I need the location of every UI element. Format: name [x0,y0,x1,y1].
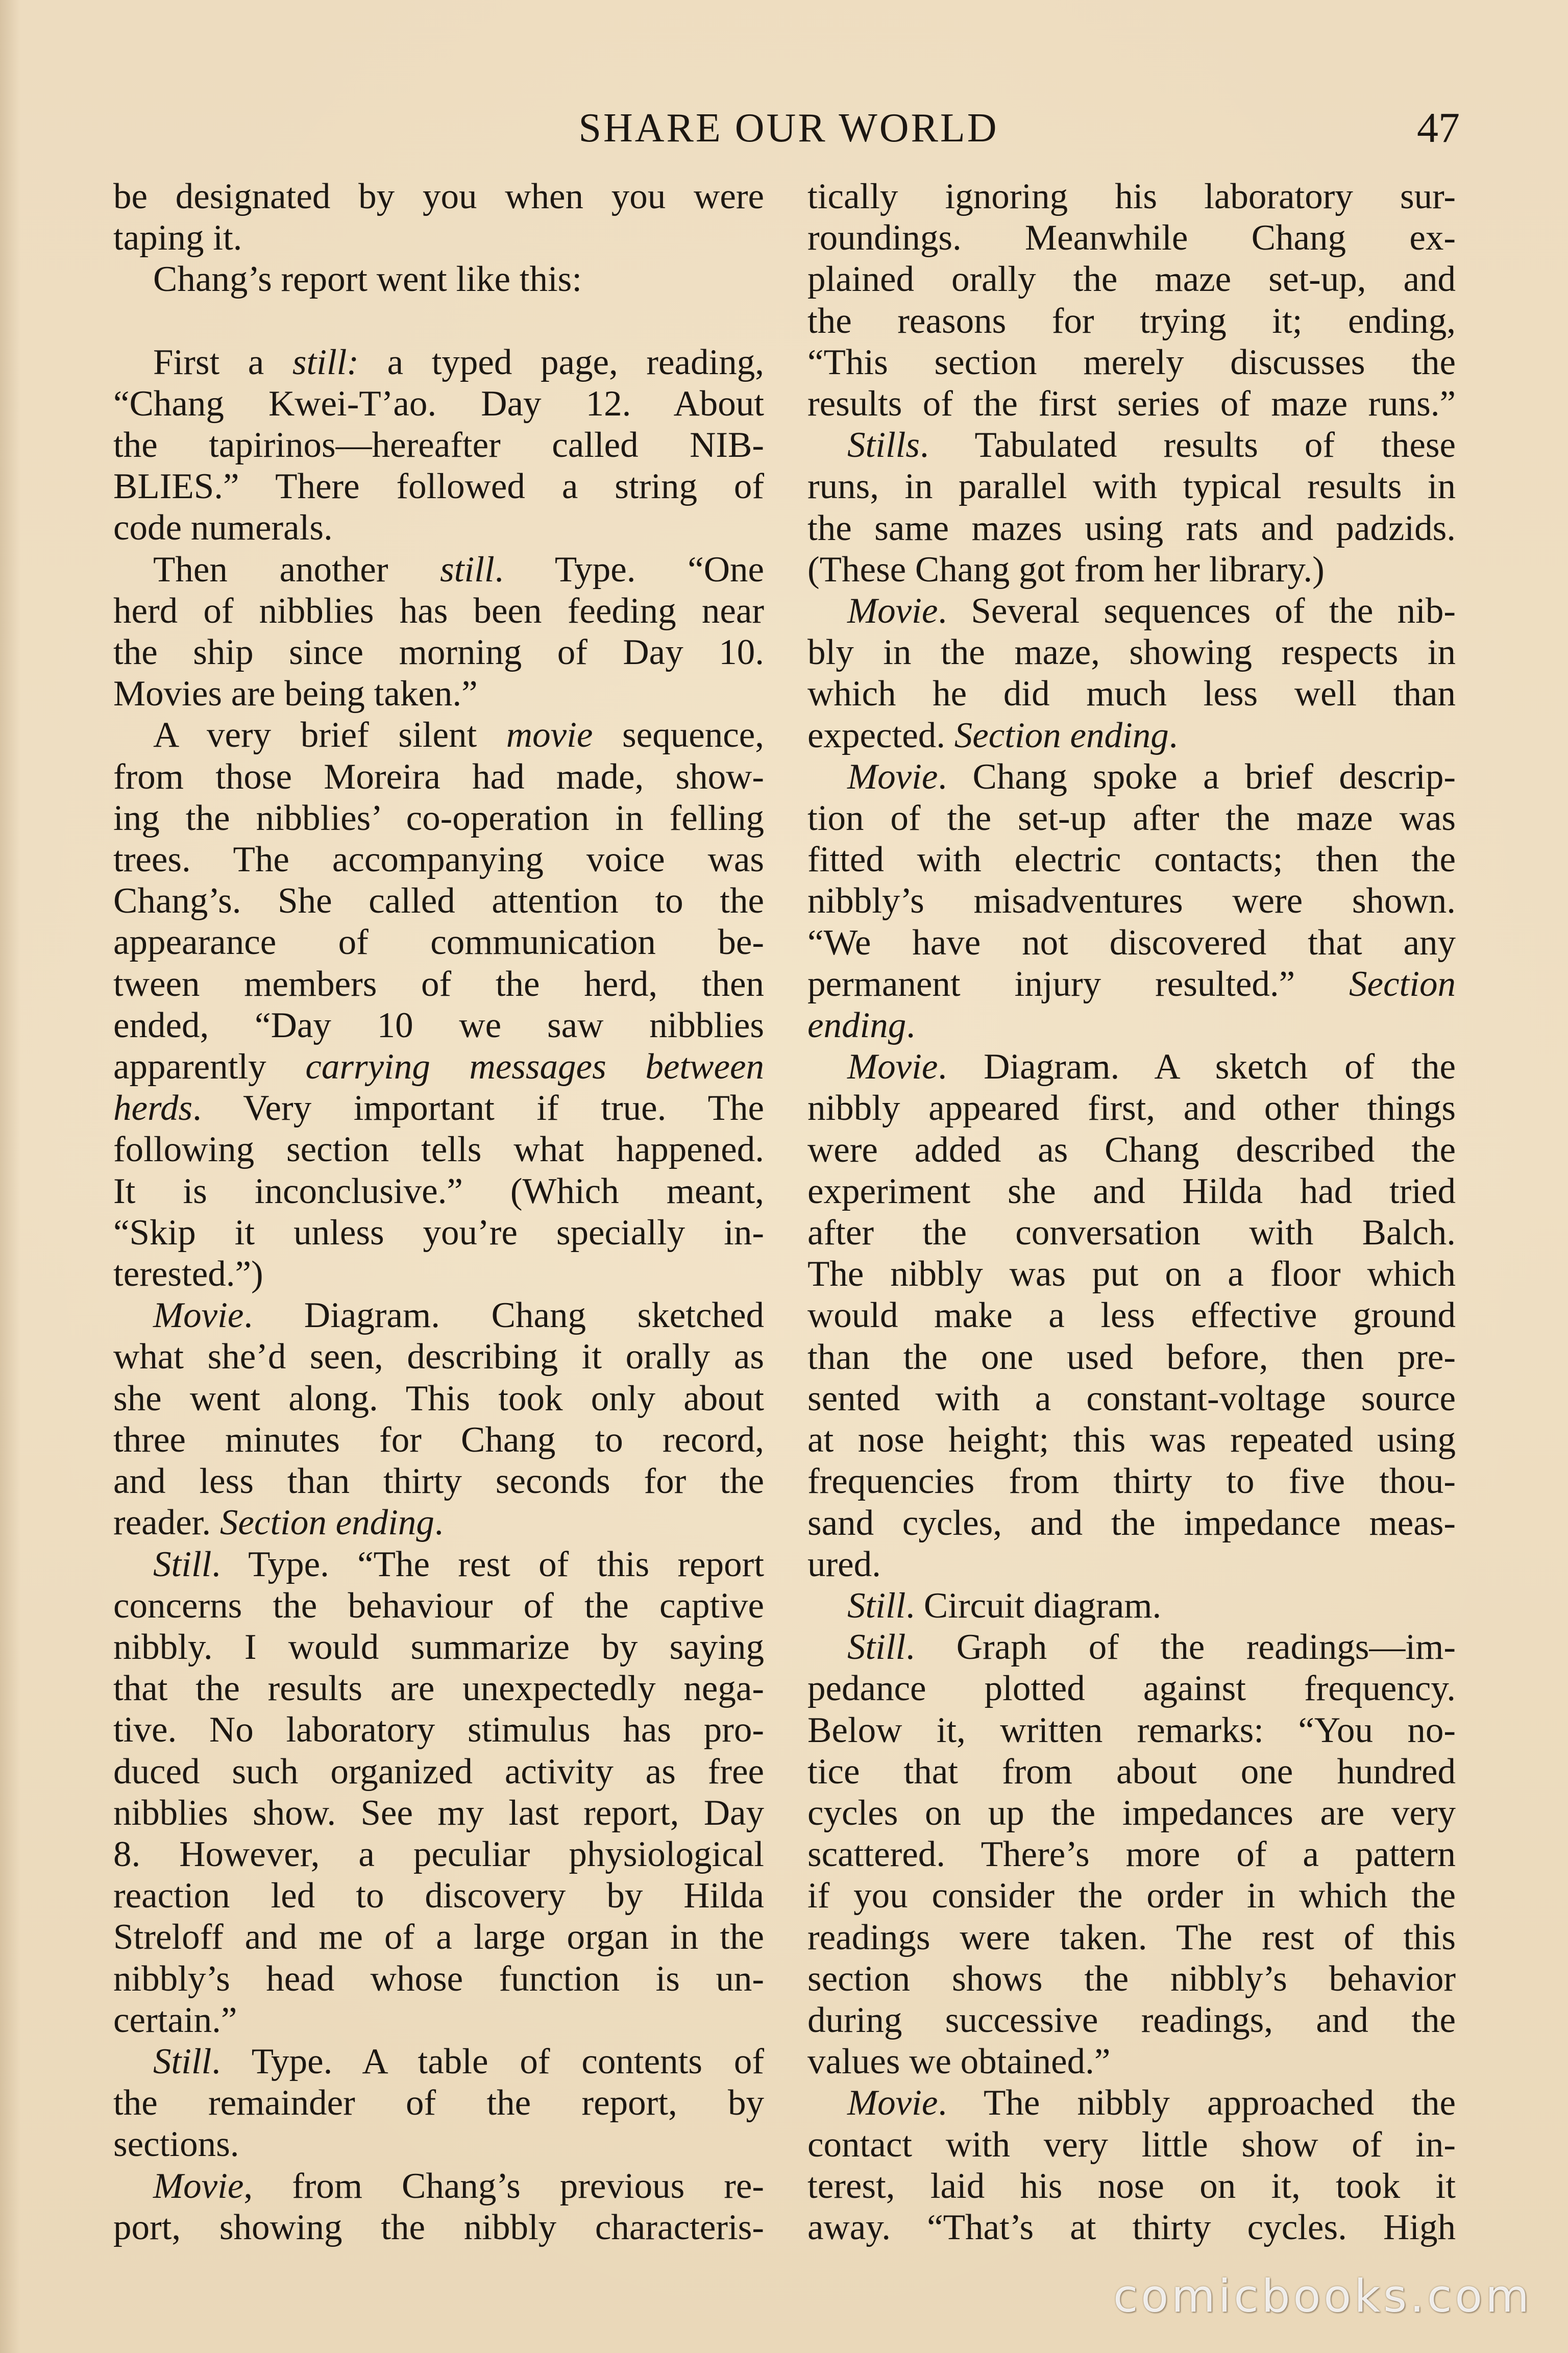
text-line: she went along. This took only about [113,1378,764,1418]
text-line: the same mazes using rats and padzids. [807,508,1456,548]
text-line: nibbly’s misadventures were shown. [807,881,1456,921]
text-line: be designated by you when you were [113,177,764,216]
text-line: would make a less effective ground [807,1295,1456,1336]
text-line: sections. [113,2124,239,2165]
text-line: “Chang Kwei-T’ao. Day 12. About [113,383,764,424]
text-line: nibbly. I would summarize by saying [113,1627,764,1667]
text-line: herd of nibblies has been feeding near [113,591,764,631]
text-line: Chang’s report went like this: [153,259,582,300]
text-line: runs, in parallel with typical results in [807,467,1456,507]
paragraph [807,1627,1456,2082]
text-line: were added as Chang described the [807,1130,1456,1170]
watermark: comicbooks.com [1113,2270,1532,2322]
text-line: what she’d seen, describing it orally as [113,1337,764,1377]
text-line: tically ignoring his laboratory sur- [807,177,1456,216]
page-number: 47 [1417,104,1460,152]
text-line: A very brief silent movie sequence, [153,715,764,755]
paragraph [113,259,764,300]
text-line: nibbly’s head whose function is un- [113,1958,764,1999]
text-line: Streloff and me of a large organ in the [113,1917,764,1957]
text-line: section shows the nibbly’s behavior [807,1958,1456,1999]
right-text-column [807,176,1456,2248]
paragraph [113,549,764,715]
text-line: which he did much less well than [807,674,1456,714]
paragraph [113,1544,764,2041]
text-line: Movie. Diagram. A sketch of the [847,1047,1456,1087]
text-line: trees. The accompanying voice was [113,840,764,880]
text-line: the remainder of the report, by [113,2083,764,2123]
text-line: nibblies show. See my last report, Day [113,1793,764,1833]
text-line: concerns the behaviour of the captive [113,1585,764,1626]
text-line: code numerals. [113,508,333,548]
text-line: the ship since morning of Day 10. [113,632,764,673]
text-line: expected. Section ending. [807,715,1178,755]
text-line: Movie. Several sequences of the nib- [847,591,1456,631]
text-line: (These Chang got from her library.) [807,549,1325,590]
paragraph [807,756,1456,1046]
italic-still: still: [292,342,359,382]
text-line: roundings. Meanwhile Chang ex- [807,218,1456,258]
text-line: readings were taken. The rest of this [807,1917,1456,1957]
text-line: reader. Section ending. [113,1503,444,1543]
paragraph [807,2082,1456,2248]
text-line: ured. [807,1544,881,1584]
text-line: three minutes for Chang to record, [113,1419,764,1460]
paragraph [113,1295,764,1543]
text-line: sand cycles, and the impedance meas- [807,1503,1456,1543]
text-line: results of the first series of maze runs.” [807,384,1456,424]
text-line: apparently carrying messages between [113,1047,764,1087]
text-line: at nose height; this was repeated using [807,1420,1456,1460]
text-line: appearance of communication be- [113,922,764,963]
text-line: that the results are unexpectedly nega- [113,1669,764,1709]
text-line: reaction led to discovery by Hilda [113,1876,764,1916]
text-line: the tapirinos—hereafter called NIB- [113,425,764,465]
page-edge-shadow [0,0,20,2353]
text-line: the reasons for trying it; ending, [807,301,1456,341]
paragraph [807,425,1456,591]
text-line: fitted with electric contacts; then the [807,840,1456,880]
text-line: Movie, from Chang’s previous re- [153,2166,764,2206]
paragraph [807,1585,1456,1627]
text-line: Movie. The nibbly approached the [847,2083,1456,2123]
paragraph [807,176,1456,425]
text-line: tion of the set-up after the maze was [807,798,1456,839]
text-line: Below it, written remarks: “You no- [807,1710,1456,1750]
text-line: port, showing the nibbly characteris- [113,2207,764,2247]
text-line: contact with very little show of in- [807,2124,1456,2165]
page-header [117,100,1460,156]
text-line: values we obtained.” [807,2042,1111,2082]
text-line: It is inconclusive.” (Which meant, [113,1171,764,1211]
text-line: Then another still. Type. “One [153,549,764,590]
text-line: than the one used before, then pre- [807,1337,1456,1377]
text-line: ended, “Day 10 we saw nibblies [113,1005,764,1045]
text-line: pedance plotted against frequency. [807,1669,1456,1709]
running-title: SHARE OUR WORLD [578,106,999,151]
text-line: cycles on up the impedances are very [807,1793,1456,1833]
text-line: tice that from about one hundred [807,1751,1456,1792]
text-line: BLIES.” There followed a string of [113,467,764,507]
text-line: “Skip it unless you’re specially in- [113,1212,764,1253]
text-line: Still. Type. A table of contents of [153,2041,764,2081]
text-line: certain.” [113,2000,237,2040]
text-line: Stills. Tabulated results of these [847,425,1456,465]
text-line: terested.”) [113,1254,263,1294]
text-line: terest, laid his nose on it, took it [807,2166,1456,2206]
text-line: Movie. Chang spoke a brief descrip- [847,756,1456,797]
text-line: ending. [807,1006,915,1046]
text-line: frequencies from thirty to five thou- [807,1461,1456,1502]
text-line: away. “That’s at thirty cycles. High [807,2207,1456,2247]
text-line: Still. Circuit diagram. [847,1585,1162,1626]
text-line: 8. However, a peculiar physiological [113,1834,764,1874]
text-line: nibbly appeared first, and other things [807,1088,1456,1129]
text-line: if you consider the order in which the [807,1876,1456,1916]
text-line: scattered. There’s more of a pattern [807,1834,1456,1875]
text-line: ing the nibblies’ co-operation in felling [113,798,764,838]
text-line: sented with a constant-voltage source [807,1378,1456,1418]
text-line: “This section merely discusses the [807,342,1456,382]
text-line: and less than thirty seconds for the [113,1461,764,1502]
text-line: Still. Graph of the readings—im- [847,1627,1456,1668]
text-line: experiment she and Hilda had tried [807,1171,1456,1211]
paragraph [807,1046,1456,1585]
paragraph [113,176,764,259]
text-line: permanent injury resulted.” Section [807,964,1456,1004]
paragraph [113,715,764,1295]
text-line: herds. Very important if true. The [113,1088,764,1129]
text-line: duced such organized activity as free [113,1751,764,1792]
text-line: Movies are being taken.” [113,674,478,714]
paragraph [113,342,764,549]
text-line: plained orally the maze set-up, and [807,259,1456,300]
text-line: Chang’s. She called attention to the [113,881,764,921]
text-line: bly in the maze, showing respects in [807,632,1456,673]
text-line: tive. No laboratory stimulus has pro- [113,1710,764,1750]
left-text-column [113,176,764,2248]
paragraph [113,2041,764,2166]
text-line: “We have not discovered that any [807,922,1456,963]
text-line: Still. Type. “The rest of this report [153,1544,764,1584]
text-line: following section tells what happened. [113,1130,764,1170]
text-line: The nibbly was put on a floor which [807,1254,1456,1294]
text-line: taping it. [113,218,242,258]
paragraph [113,2166,764,2248]
text-line: from those Moreira had made, show- [113,756,764,797]
text-line: First a still: a typed page, reading, [153,342,764,382]
text-line: Movie. Diagram. Chang sketched [153,1295,764,1336]
text-line: tween members of the herd, then [113,964,764,1004]
text-line: during successive readings, and the [807,2000,1456,2040]
text-line: after the conversation with Balch. [807,1213,1456,1253]
paragraph [807,591,1456,756]
